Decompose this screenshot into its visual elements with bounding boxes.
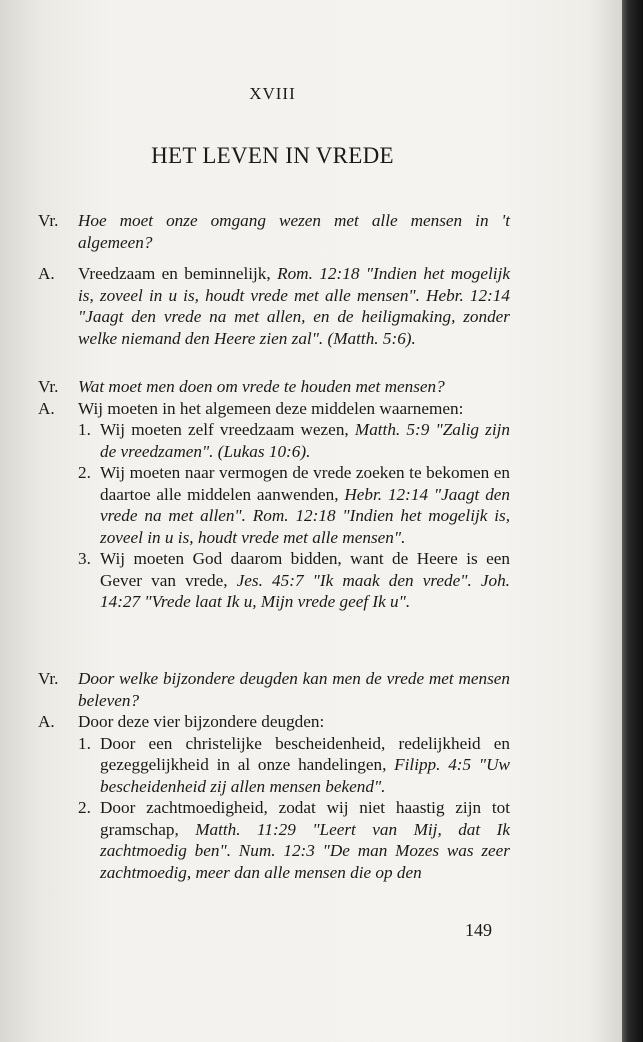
question-entry: [38, 668, 510, 711]
list-item: [78, 733, 510, 798]
list-number: 2.: [78, 463, 91, 482]
qa-2: [38, 376, 510, 623]
item-citation: Hebr. 12:14 "Jaagt den vrede na met allen". Rom. 12:18 "Indien het mogelijk is, zoveel in u is, houdt vrede met alle mensen".: [100, 484, 511, 547]
question-entry: [38, 210, 510, 253]
item-citation: Matth. 5:9 "Zalig zijn de vreedzamen". (Lukas 10:6).: [100, 420, 510, 461]
list-number: 1.: [78, 733, 91, 753]
item-citation: Matth. 11:29 "Leert van Mij, dat Ik zachtmoedig ben". Num. 12:3 "De man Mozes was zeer zachtmoedig, meer dan alle mensen die op den: [100, 819, 510, 882]
answer-text: Wij moeten in het algemeen deze middelen waarnemen:: [78, 398, 464, 418]
item-plain: Wij moeten God daarom bidden, want de Heere is een Gever van vrede,: [100, 549, 510, 590]
book-spine-edge: [622, 0, 643, 1042]
qa-1: [38, 210, 510, 359]
answer-citation: Rom. 12:18 "Indien het mogelijk is, zoveel in u is, houdt vrede met alle mensen". Hebr. 12:14 "Jaagt den vrede na met allen, en de heiligmaking, zonder welke niemand den Heere zien zal". (Matth. 5:6).: [78, 264, 510, 348]
list-number: 2.: [78, 798, 91, 817]
list-number: 1.: [78, 420, 91, 439]
answer-list: [78, 419, 510, 613]
question-marker: Vr.: [38, 211, 59, 230]
answer-text: Door deze vier bijzondere deugden:: [78, 712, 325, 731]
list-item: [78, 419, 510, 462]
item-citation: Jes. 45:7 "Ik maak den vrede". Joh. 14:27 "Vrede laat Ik u, Mijn vrede geef Ik u".: [100, 570, 510, 611]
answer-marker: A.: [38, 398, 55, 418]
item-plain: Wij moeten naar vermogen de vrede zoeken te bekomen en daartoe alle middelen aanwenden,: [100, 463, 510, 504]
answer-entry: [38, 263, 510, 349]
question-text: Hoe moet onze omgang wezen met alle mensen in 't algemeen?: [78, 211, 510, 252]
question-text: Door welke bijzondere deugden kan men de vrede met mensen beleven?: [78, 669, 510, 710]
answer-plain: Vreedzaam en beminnelijk,: [78, 264, 278, 283]
answer-text: [78, 263, 510, 349]
answer-list: [78, 733, 510, 884]
item-plain: Wij moeten zelf vreedzaam wezen,: [100, 420, 355, 439]
answer-entry: [38, 398, 510, 613]
qa-3: [38, 668, 510, 893]
item-plain: Door zachtmoedigheid, zodat wij niet haastig zijn tot gramschap,: [100, 798, 510, 839]
list-number: 3.: [78, 549, 91, 568]
answer-marker: A.: [38, 712, 55, 731]
question-text: Wat moet men doen om vrede te houden met mensen?: [78, 377, 445, 396]
question-marker: Vr.: [38, 377, 59, 396]
list-item: [78, 548, 510, 613]
answer-entry: [38, 711, 510, 883]
item-plain: Door een christelijke bescheidenheid, redelijkheid en gezeggelijkheid in al onze handelingen,: [100, 733, 510, 774]
page-number: 149: [465, 920, 492, 940]
answer-marker: A.: [38, 264, 55, 283]
question-marker: Vr.: [38, 669, 59, 688]
chapter-title: HET LEVEN IN VREDE: [151, 143, 394, 168]
question-entry: [38, 376, 510, 398]
list-item: [78, 797, 510, 883]
chapter-number: XVIII: [249, 84, 296, 103]
item-citation: Filipp. 4:5 "Uw bescheidenheid zij allen mensen bekend".: [100, 755, 510, 796]
list-item: [78, 462, 510, 548]
